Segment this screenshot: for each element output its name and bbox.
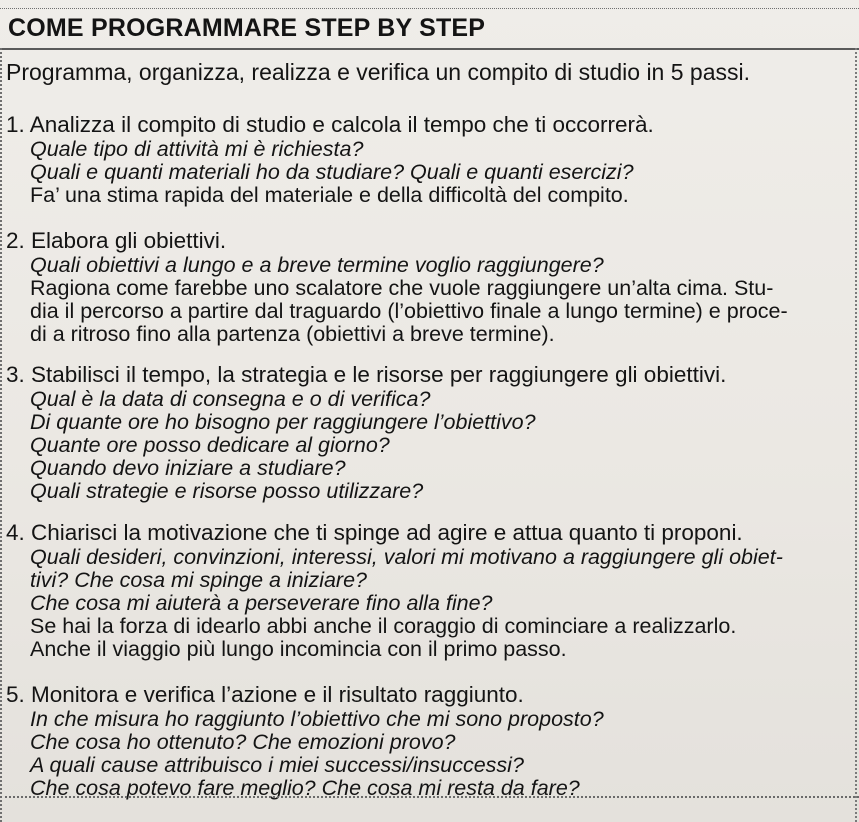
step-2-heading: 2. Elabora gli obiettivi. [6,228,227,253]
step-3-line-1: Qual è la data di consegna e o di verifica? [30,387,431,411]
step-5-line-1: In che misura ho raggiunto l’obiettivo che mi sono proposto? [30,707,604,731]
step-2-line-4: di a ritroso fino alla partenza (obiettivi a breve termine). [30,322,555,346]
step-3-body [6,388,726,503]
right-dotted-border [855,48,857,822]
step-1 [6,112,654,207]
step-1-line-3: Fa’ una stima rapida del materiale e della difficoltà del compito. [30,183,629,207]
top-dotted-rule [0,8,859,9]
step-5-line-3: A quali cause attribuisco i miei successi/insuccessi? [30,753,524,777]
step-3-line-3: Quante ore posso dedicare al giorno? [30,433,390,457]
left-dotted-border [0,48,2,822]
step-5-line-2: Che cosa ho ottenuto? Che emozioni provo? [30,730,456,754]
step-5-heading: 5. Monitora e verifica l’azione e il risultato raggiunto. [6,682,524,707]
step-3-heading: 3. Stabilisci il tempo, la strategia e le risorse per raggiungere gli obiettivi. [6,362,727,387]
step-2 [6,228,788,346]
title-rule [0,48,859,50]
step-2-line-2: Ragiona come farebbe uno scalatore che vuole raggiungere un’alta cima. Stu- [30,276,774,300]
step-5-body [6,708,604,800]
step-3 [6,362,726,503]
page-title: COME PROGRAMMARE STEP BY STEP [8,14,486,42]
step-1-body [6,138,654,207]
step-1-line-2: Quali e quanti materiali ho da studiare? Quali e quanti esercizi? [30,160,634,184]
step-5-line-4: Che cosa potevo fare meglio? Che cosa mi resta da fare? [30,776,580,800]
step-4-line-2: tivi? Che cosa mi spinge a iniziare? [30,568,367,592]
step-1-heading: 1. Analizza il compito di studio e calcola il tempo che ti occorrerà. [6,112,654,137]
step-4-line-3: Che cosa mi aiuterà a perseverare fino alla fine? [30,591,493,615]
step-3-line-2: Di quante ore ho bisogno per raggiungere l’obiettivo? [30,410,536,434]
step-2-line-3: dia il percorso a partire dal traguardo (l’obiettivo finale a lungo termine) e proce- [30,299,788,323]
step-4-heading: 4. Chiarisci la motivazione che ti spinge ad agire e attua quanto ti proponi. [6,520,743,545]
step-2-line-1: Quali obiettivi a lungo e a breve termine voglio raggiungere? [30,253,604,277]
intro-text: Programma, organizza, realizza e verifica un compito di studio in 5 passi. [6,59,751,85]
step-4-body [6,546,783,661]
step-4 [6,520,783,661]
bottom-dotted-rule [0,796,859,798]
step-2-body [6,254,788,346]
step-5 [6,682,604,800]
step-3-line-4: Quando devo iniziare a studiare? [30,456,346,480]
step-3-line-5: Quali strategie e risorse posso utilizzare? [30,479,424,503]
step-4-line-1: Quali desideri, convinzioni, interessi, valori mi motivano a raggiungere gli obiet- [30,545,783,569]
step-4-line-4: Se hai la forza di idearlo abbi anche il coraggio di cominciare a realizzarlo. [30,614,737,638]
step-4-line-5: Anche il viaggio più lungo incomincia con il primo passo. [30,637,567,661]
step-1-line-1: Quale tipo di attività mi è richiesta? [30,137,364,161]
